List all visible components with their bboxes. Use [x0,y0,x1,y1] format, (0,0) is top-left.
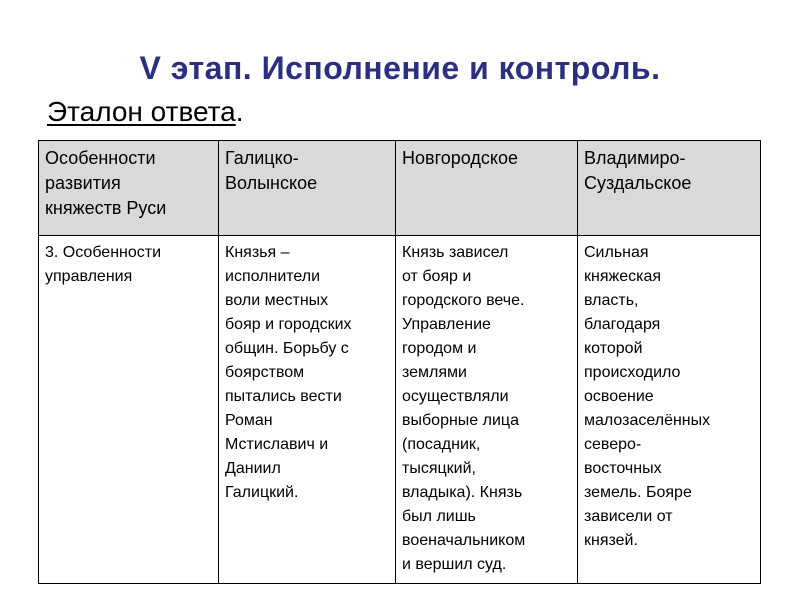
header-text: Новгородское [402,148,518,168]
header-text: Особенности развития княжеств Руси [45,148,167,218]
header-cell-novgorod [396,141,578,236]
galicia-volhynia-cell [219,236,396,584]
subtitle-punct: . [235,96,244,127]
cell-text: Сильная княжеская власть, благодаря которой происходило освоение малозаселённых северо- восточных земель. Бояре зависели от князей. [584,244,711,549]
header-text: Галицко- Волынское [225,148,318,193]
table-row [39,236,761,584]
cell-text: Князь зависел от бояр и городского вече. Управление городом и землями осуществляли выборные лица (посадник, тысяцкий, владыка). Князь был лишь военачальником и вершил суд. [402,244,526,573]
table-header-row [39,141,761,236]
subtitle-text: Эталон ответа [47,96,236,127]
cell-text: Князья – исполнители воли местных бояр и городских общин. Борьбу с боярством пытались вести Роман Мстиславич и Даниил Галицкий. [225,244,352,501]
slide-title: V этап. Исполнение и контроль. [139,50,661,86]
reference-answer-table [38,140,761,584]
row-label-cell [39,236,219,584]
header-cell-galicia-volhynia [219,141,396,236]
header-cell-vladimir-suzdal [578,141,761,236]
header-text: Владимиро- Суздальское [584,148,692,193]
row-label: 3. Особенности управления [45,244,162,285]
header-cell-features [39,141,219,236]
subtitle [47,96,244,128]
vladimir-suzdal-cell [578,236,761,584]
novgorod-cell [396,236,578,584]
